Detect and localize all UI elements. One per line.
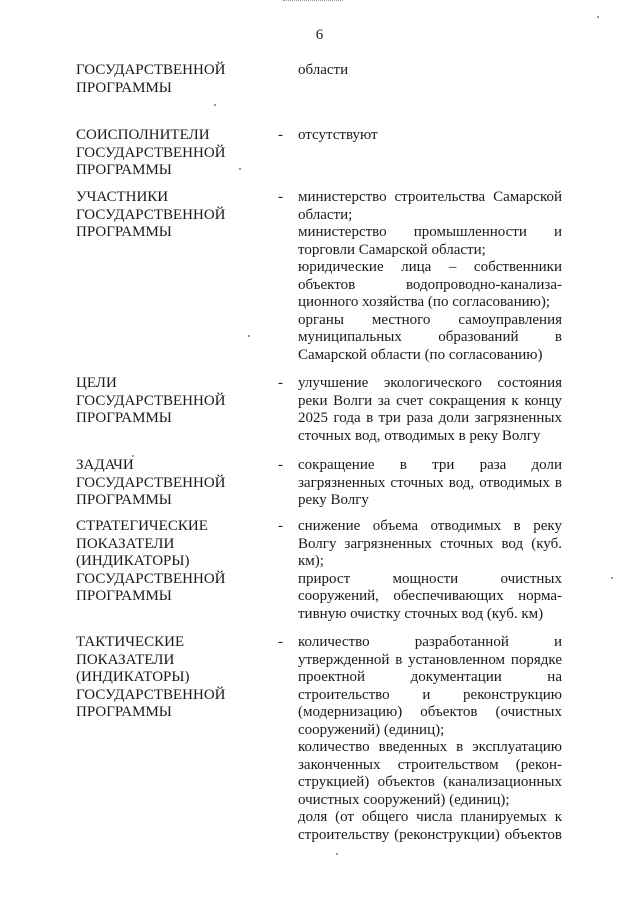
value-line: количество введенных в эксплуатацию <box>298 739 562 755</box>
row-value <box>298 189 562 364</box>
label-line: ПРОГРАММЫ <box>76 224 172 240</box>
label-line: (ИНДИКАТОРЫ) <box>76 553 190 569</box>
label-line: ГОСУДАРСТВЕННОЙ <box>76 570 226 587</box>
value-line: проектной документации на <box>298 669 562 685</box>
label-line: ПРОГРАММЫ <box>76 410 172 426</box>
value-line: 2025 года в три раза доли загрязненных <box>298 410 562 426</box>
label-line: ПРОГРАММЫ <box>76 79 172 96</box>
value-line: прирост мощности очистных <box>298 570 562 587</box>
label-line: ГОСУДАРСТВЕННОЙ <box>76 474 226 491</box>
label-line: ПРОГРАММЫ <box>76 704 172 720</box>
label-line: (ИНДИКАТОРЫ) <box>76 669 190 685</box>
value-line: министерство строительства Самарской <box>298 189 562 205</box>
label-line: ПРОГРАММЫ <box>76 162 172 178</box>
value-line: строительство и реконструкцию <box>298 686 562 703</box>
value-line: утвержденной в установленном порядке <box>298 651 562 668</box>
value-line: количество разработанной и <box>298 634 562 650</box>
label-line: ПРОГРАММЫ <box>76 492 172 508</box>
row-dash: - <box>278 457 283 473</box>
scan-speck <box>336 853 338 855</box>
scan-speck <box>132 455 134 457</box>
label-line: СОИСПОЛНИТЕЛИ <box>76 127 210 143</box>
value-line: Волгу загрязненных сточных вод (куб. <box>298 535 562 552</box>
scan-speck <box>214 104 216 106</box>
value-line: органы местного самоуправления <box>298 311 562 328</box>
scan-speck <box>597 16 599 18</box>
label-line: ГОСУДАРСТВЕННОЙ <box>76 206 226 223</box>
row-value <box>298 634 562 844</box>
row-dash: - <box>278 518 283 534</box>
value-line: доля (от общего числа планируемых к <box>298 809 562 825</box>
row-value <box>298 518 562 623</box>
row-label <box>76 457 266 510</box>
label-line: ГОСУДАРСТВЕННОЙ <box>76 144 226 161</box>
label-line: ПРОГРАММЫ <box>76 588 172 604</box>
row-value <box>298 127 562 145</box>
label-line: ЦЕЛИ <box>76 375 117 391</box>
value-line: Самарской области (по согласованию) <box>298 346 543 363</box>
label-line: ТАКТИЧЕСКИЕ <box>76 634 185 650</box>
value-line: сооружений, обеспечивающих норма- <box>298 588 562 604</box>
value-line: улучшение экологического состояния <box>298 375 562 391</box>
label-line: ГОСУДАРСТВЕННОЙ <box>76 686 226 703</box>
value-line: сооружений) (единиц); <box>298 721 445 738</box>
value-line: тивную очистку сточных вод (куб. км) <box>298 605 544 622</box>
value-line: сокращение в три раза доли <box>298 457 562 473</box>
value-line: законченных строительством (рекон- <box>298 756 562 773</box>
value-line: торговли Самарской области; <box>298 241 486 258</box>
row-label <box>76 518 266 606</box>
row-dash: - <box>278 634 283 650</box>
row-value <box>298 457 562 510</box>
row-label <box>76 189 266 242</box>
value-line: ционного хозяйства (по согласованию); <box>298 294 551 310</box>
label-line: ГОСУДАРСТВЕННОЙ <box>76 62 226 78</box>
value-line: реку Волгу <box>298 492 369 508</box>
row-value <box>298 62 562 80</box>
value-line: снижение объема отводимых в реку <box>298 518 562 534</box>
top-scan-mark <box>283 0 343 3</box>
row-dash: - <box>278 375 283 391</box>
scan-speck <box>611 577 613 579</box>
scan-speck <box>239 168 241 170</box>
value-line: реки Волги за счет сокращения к концу <box>298 392 562 409</box>
value-line: юридические лица – собственники <box>298 259 562 275</box>
row-label <box>76 62 266 97</box>
row-dash: - <box>278 127 283 143</box>
row-label <box>76 634 266 722</box>
page-number: 6 <box>315 27 324 43</box>
scan-speck <box>248 335 250 337</box>
value-line: км); <box>298 553 324 569</box>
value-line: объектов водопроводно-канализа- <box>298 276 562 293</box>
value-line: муниципальных образований в <box>298 329 562 345</box>
label-line: ЗАДАЧИ <box>76 457 134 473</box>
label-line: ПОКАЗАТЕЛИ <box>76 651 175 668</box>
value-line: области; <box>298 206 353 223</box>
value-line: струкцией) объектов (канализационных <box>298 774 562 790</box>
label-line: ПОКАЗАТЕЛИ <box>76 535 175 552</box>
row-label <box>76 127 266 180</box>
label-line: ГОСУДАРСТВЕННОЙ <box>76 392 226 409</box>
row-dash: - <box>278 189 283 205</box>
value-line: очистных сооружений) (единиц); <box>298 791 510 808</box>
label-line: УЧАСТНИКИ <box>76 189 169 205</box>
value-line: области <box>298 62 349 78</box>
value-line: отсутствуют <box>298 127 378 143</box>
label-line: СТРАТЕГИЧЕСКИЕ <box>76 518 208 534</box>
value-line: строительству (реконструкции) объектов <box>298 826 562 843</box>
row-value <box>298 375 562 445</box>
value-line: (модернизацию) объектов (очистных <box>298 704 562 720</box>
row-label <box>76 375 266 428</box>
value-line: сточных вод, отводимых в реку Волгу <box>298 427 541 444</box>
value-line: загрязненных сточных вод, отводимых в <box>298 474 562 491</box>
value-line: министерство промышленности и <box>298 224 562 240</box>
